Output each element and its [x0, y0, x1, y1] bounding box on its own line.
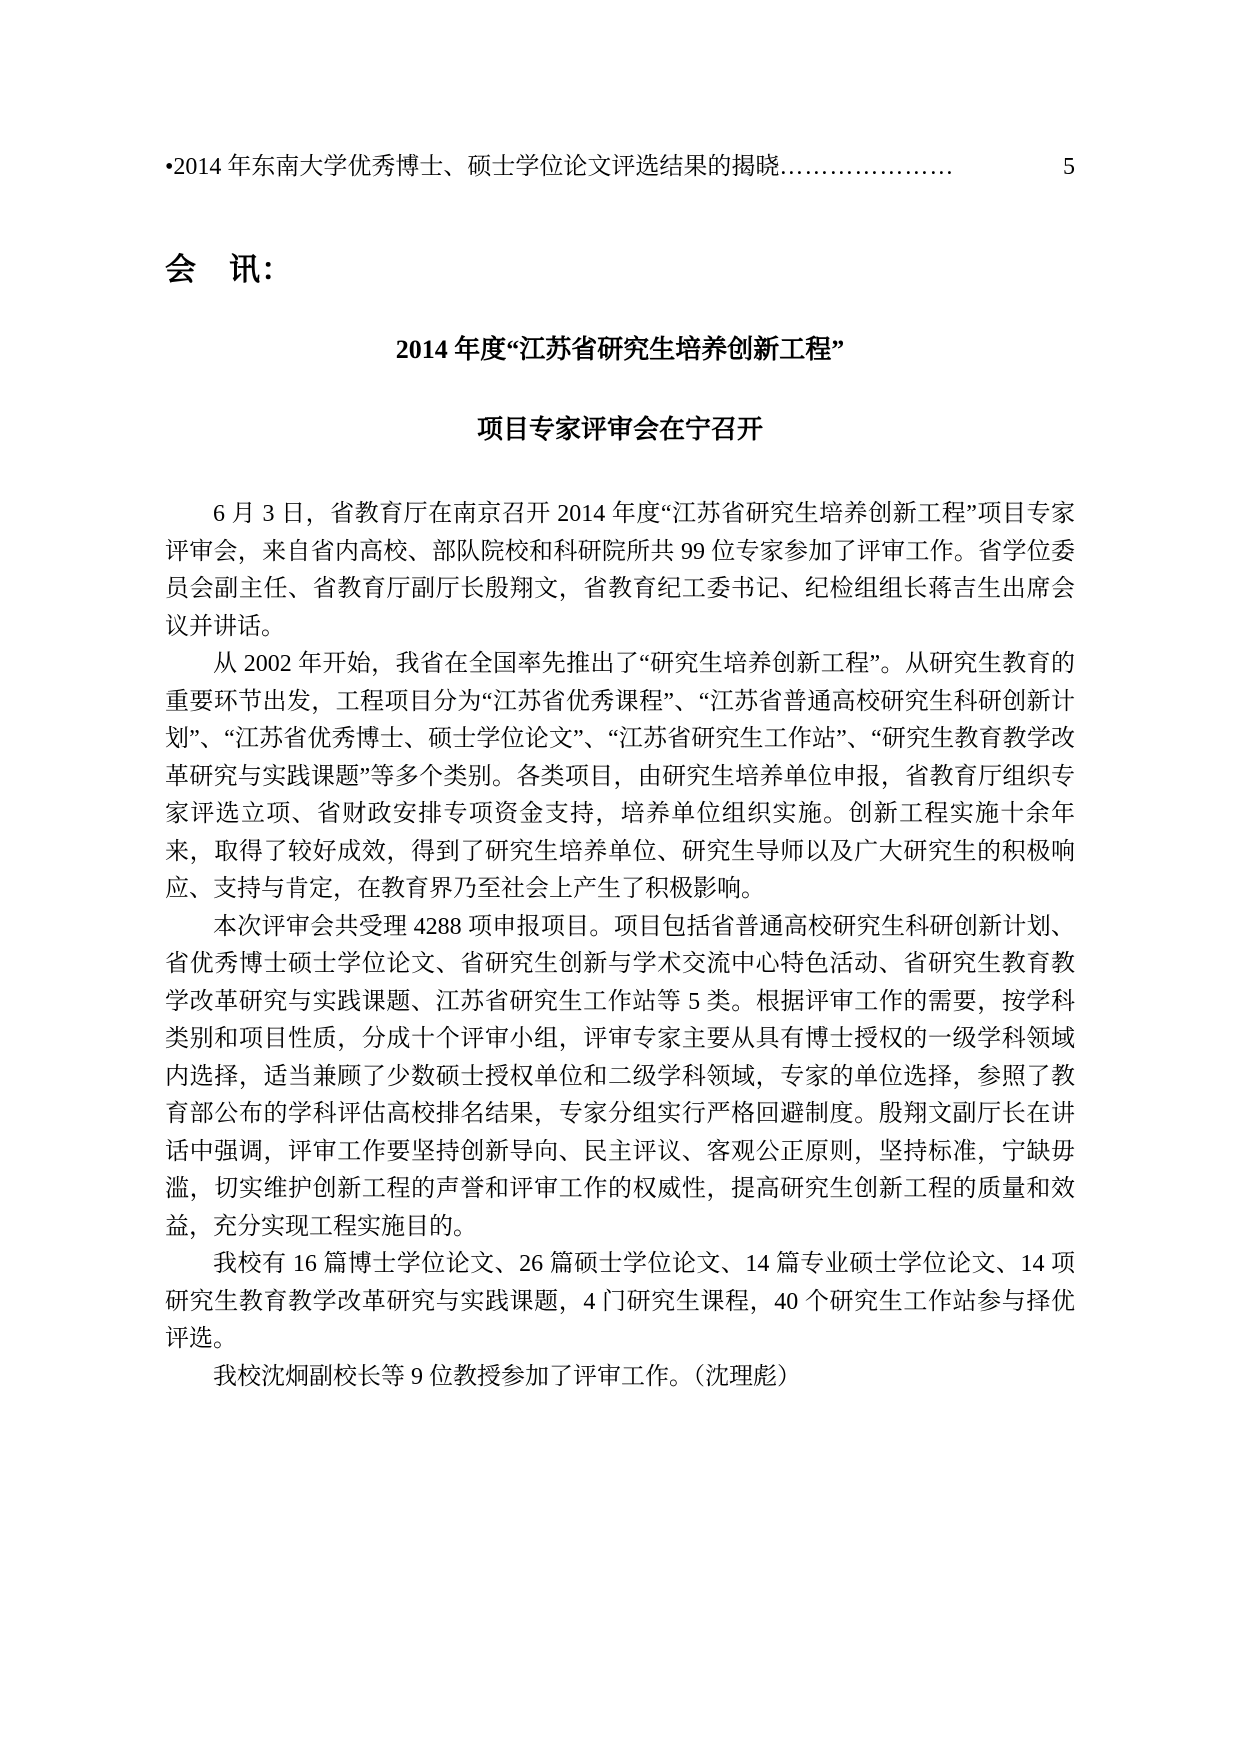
paragraph-4: 我校有 16 篇博士学位论文、26 篇硕士学位论文、14 篇专业硕士学位论文、14 项研究生教育教学改革研究与实践课题，4 门研究生课程，40 个研究生工作站参与择优评选。: [165, 1251, 1075, 1352]
article-body: [165, 496, 1075, 1396]
toc-entry: [165, 148, 1075, 186]
paragraph-2: 从 2002 年开始，我省在全国率先推出了“研究生培养创新工程”。从研究生教育的重要环节出发，工程项目分为“江苏省优秀课程”、“江苏省普通高校研究生科研创新计划”、“江苏省优秀博士、硕士学位论文”、“江苏省研究生工作站”、“研究生教育教学改革研究与实践课题”等多个类别。各类项目，由研究生培养单位申报，省教育厅组织专家评选立项、省财政安排专项资金支持，培养单位组织实施。创新工程实施十余年来，取得了较好成效，得到了研究生培养单位、研究生导师以及广大研究生的积极响应、支持与肯定，在教育界乃至社会上产生了积极影响。: [165, 651, 1075, 902]
paragraph-5: 我校沈炯副校长等 9 位教授参加了评审工作。（沈理彪）: [213, 1363, 801, 1390]
toc-dot-leader: …………………: [779, 154, 955, 180]
paragraph-1: 6 月 3 日，省教育厅在南京召开 2014 年度“江苏省研究生培养创新工程”项目专家评审会，来自省内高校、部队院校和科研院所共 99 位专家参加了评审工作。省学位委员会副主任、省教育厅副厅长殷翔文，省教育纪工委书记、纪检组组长蒋吉生出席会议并讲话。: [165, 501, 1075, 640]
article-title-line-2: 项目专家评审会在宁召开: [476, 415, 763, 444]
paragraph-3: 本次评审会共受理 4288 项申报项目。项目包括省普通高校研究生科研创新计划、省优秀博士硕士学位论文、省研究生创新与学术交流中心特色活动、省研究生教育教学改革研究与实践课题、江苏省研究生工作站等 5 类。根据评审工作的需要，按学科类别和项目性质，分成十个评审小组，评审专家主要从具有博士授权的一级学科领域内选择，适当兼顾了少数硕士授权单位和二级学科领域，专家的单位选择，参照了教育部公布的学科评估高校排名结果，专家分组实行严格回避制度。殷翔文副厅长在讲话中强调，评审工作要坚持创新导向、民主评议、客观公正原则，坚持标准，宁缺毋滥，切实维护创新工程的声誉和评审工作的权威性，提高研究生创新工程的质量和效益，充分实现工程实施目的。: [165, 913, 1075, 1240]
toc-entry-text: •2014 年东南大学优秀博士、硕士学位论文评选结果的揭晓: [165, 154, 780, 180]
toc-page-number: 5: [1063, 154, 1075, 180]
article-title-line-1: 2014 年度“江苏省研究生培养创新工程”: [395, 335, 845, 364]
section-heading: 会 讯：: [165, 252, 293, 287]
